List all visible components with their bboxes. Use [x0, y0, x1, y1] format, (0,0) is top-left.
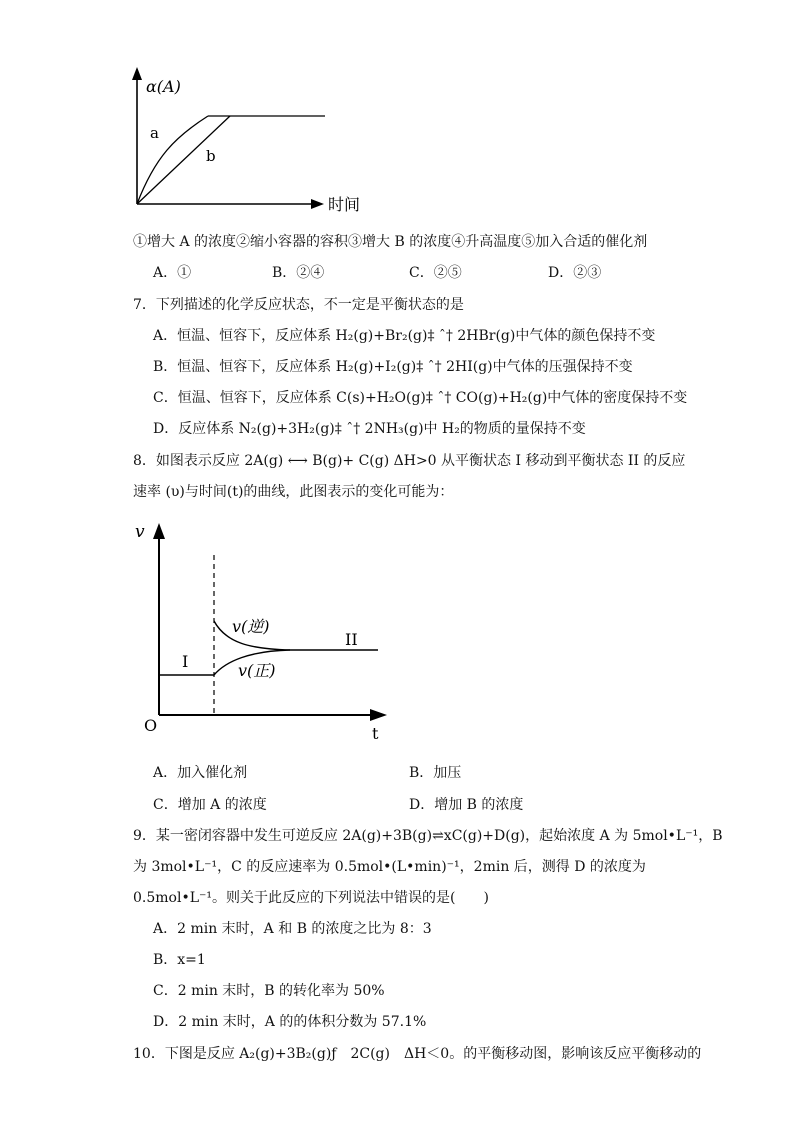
curve-a [137, 116, 208, 204]
t-axis-label: t [372, 724, 379, 743]
q7-option-a[interactable]: A．恒温、恒容下，反应体系 H₂(g)+Br₂(g)‡ ˆ† 2HBr(g)中气体的颜色保持不变 [153, 328, 656, 344]
q9-stem-line3: 0.5mol•L⁻¹。则关于此反应的下列说法中错误的是( ) [133, 890, 489, 906]
rate-time-graph [130, 515, 400, 745]
v-axis-arrow [153, 523, 165, 539]
x-axis-label: 时间 [328, 195, 361, 214]
q6-option-a[interactable]: A．① [153, 265, 192, 281]
q6-conditions: ①增大 A 的浓度②缩小容器的容积③增大 B 的浓度④升高温度⑤加入合适的催化剂 [133, 234, 648, 250]
q9-stem-line2: 为 3mol•L⁻¹，C 的反应速率为 0.5mol•(L•min)⁻¹，2min 后，测得 D 的浓度为 [133, 859, 646, 875]
q7-option-d[interactable]: D．反应体系 N₂(g)+3H₂(g)‡ ˆ† 2NH₃(g)中 H₂的物质的量保持不变 [153, 421, 586, 437]
q6-option-c[interactable]: C．②⑤ [409, 265, 462, 281]
q7-option-c[interactable]: C．恒温、恒容下，反应体系 C(s)+H₂O(g)‡ ˆ† CO(g)+H₂(g)中气体的密度保持不变 [153, 390, 688, 406]
state-two-label: II [345, 630, 358, 649]
q10-stem-line1: 10．下图是反应 A₂(g)+3B₂(g)ƒ 2C(g) ΔH＜0。的平衡移动图，影响该反应平衡移动的 [133, 1046, 702, 1062]
q8-stem-line1: 8．如图表示反应 2A(g) ⟷ B(g)+ C(g) ΔH>0 从平衡状态 I 移动到平衡状态 II 的反应 [133, 453, 686, 469]
q9-option-c[interactable]: C．2 min 末时，B 的转化率为 50% [153, 983, 385, 999]
curve-b-label: b [206, 147, 216, 165]
q8-option-a[interactable]: A．加入催化剂 [153, 765, 248, 781]
curve-a-label: a [150, 124, 159, 142]
conversion-time-graph [120, 62, 380, 222]
q9-option-d[interactable]: D．2 min 末时，A 的的体积分数为 57.1% [153, 1014, 427, 1030]
q9-stem-line1: 9．某一密闭容器中发生可逆反应 2A(g)+3B(g)⇌xC(g)+D(g)，起始浓度 A 为 5mol•L⁻¹，B [133, 828, 723, 844]
q9-option-b[interactable]: B．x=1 [153, 952, 206, 968]
q6-option-b[interactable]: B．②④ [272, 265, 325, 281]
v-axis-label: v [135, 522, 145, 542]
q6-option-d[interactable]: D．②③ [548, 265, 602, 281]
x-axis-arrow [311, 199, 324, 209]
q8-stem-line2: 速率 (υ)与时间(t)的曲线，此图表示的变化可能为： [133, 484, 454, 500]
q7-option-b[interactable]: B．恒温、恒容下，反应体系 H₂(g)+I₂(g)‡ ˆ† 2HI(g)中气体的压强保持不变 [153, 359, 633, 375]
origin-label: O [144, 716, 158, 735]
reverse-rate-label: v(逆) [232, 617, 270, 636]
state-one-label: I [182, 652, 189, 671]
t-axis-arrow [370, 709, 387, 721]
y-axis-arrow [132, 67, 142, 80]
q9-option-a[interactable]: A．2 min 末时，A 和 B 的浓度之比为 8：3 [153, 921, 432, 937]
forward-rate-label: v(正) [238, 661, 276, 680]
q8-option-d[interactable]: D．增加 B 的浓度 [409, 797, 524, 813]
y-axis-label: α(A) [146, 77, 181, 96]
q8-option-c[interactable]: C．增加 A 的浓度 [153, 797, 267, 813]
q7-stem: 7．下列描述的化学反应状态，不一定是平衡状态的是 [133, 297, 464, 313]
q8-option-b[interactable]: B．加压 [409, 765, 462, 781]
